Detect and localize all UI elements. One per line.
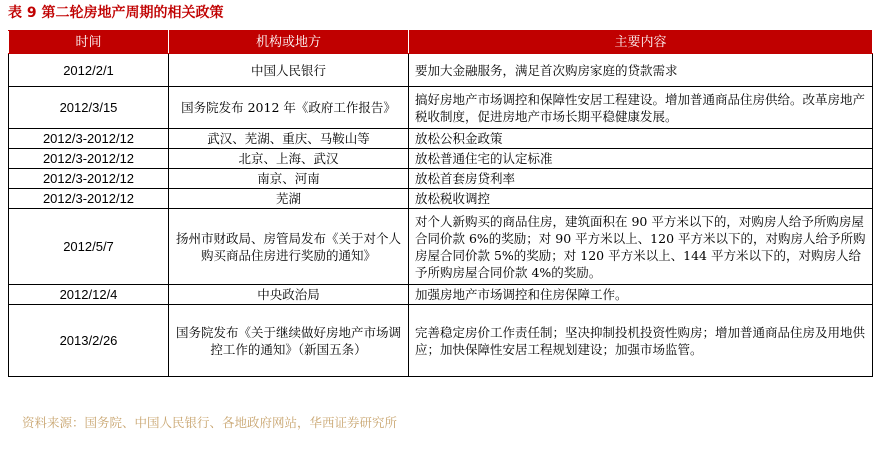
row-org: 中央政治局 (169, 285, 409, 305)
row-content: 放松公积金政策 (409, 129, 873, 149)
row-org: 南京、河南 (169, 169, 409, 189)
table-header-row (9, 31, 873, 54)
row-org: 武汉、芜湖、重庆、马鞍山等 (169, 129, 409, 149)
policy-table (8, 30, 873, 377)
source-note: 资料来源：国务院、中国人民银行、各地政府网站，华西证券研究所 (22, 415, 398, 430)
table-row (9, 285, 873, 305)
row-content: 要加大金融服务，满足首次购房家庭的贷款需求 (409, 54, 873, 87)
policy-table-container (8, 30, 872, 377)
row-org: 国务院发布 2012 年《政府工作报告》 (169, 87, 409, 129)
header-content: 主要内容 (409, 31, 873, 54)
table-row (9, 87, 873, 129)
row-content: 放松普通住宅的认定标准 (409, 149, 873, 169)
row-date: 2012/3-2012/12 (9, 189, 169, 209)
row-content: 加强房地产市场调控和住房保障工作。 (409, 285, 873, 305)
table-row (9, 54, 873, 87)
table-row (9, 209, 873, 285)
row-date: 2012/3/15 (9, 87, 169, 129)
table-row (9, 305, 873, 377)
header-time: 时间 (9, 31, 169, 54)
row-date: 2012/3-2012/12 (9, 149, 169, 169)
row-org: 国务院发布《关于继续做好房地产市场调控工作的通知》（新国五条） (169, 305, 409, 377)
row-date: 2012/3-2012/12 (9, 129, 169, 149)
row-content: 放松首套房贷利率 (409, 169, 873, 189)
table-title: 表 9 第二轮房地产周期的相关政策 (8, 5, 224, 21)
row-content: 放松税收调控 (409, 189, 873, 209)
header-org: 机构或地方 (169, 31, 409, 54)
table-row (9, 169, 873, 189)
row-content: 对个人新购买的商品住房，建筑面积在 90 平方米以下的，对购房人给予所购房屋合同价款 6%的奖励；对 90 平方米以上、120 平方米以下的，对购房人给予所购房屋合同价款 5%的奖励；对 120 平方米以上、144 平方米以下的，对购房人给予所购房屋合同价款 4%的奖励。 (409, 209, 873, 285)
row-org: 中国人民银行 (169, 54, 409, 87)
table-row (9, 189, 873, 209)
table-row (9, 149, 873, 169)
row-date: 2012/12/4 (9, 285, 169, 305)
row-date: 2012/3-2012/12 (9, 169, 169, 189)
row-org: 扬州市财政局、房管局发布《关于对个人购买商品住房进行奖励的通知》 (169, 209, 409, 285)
row-date: 2012/2/1 (9, 54, 169, 87)
row-org: 芜湖 (169, 189, 409, 209)
row-date: 2012/5/7 (9, 209, 169, 285)
row-org: 北京、上海、武汉 (169, 149, 409, 169)
row-content: 搞好房地产市场调控和保障性安居工程建设。增加普通商品住房供给。改革房地产税收制度，促进房地产市场长期平稳健康发展。 (409, 87, 873, 129)
row-date: 2013/2/26 (9, 305, 169, 377)
row-content: 完善稳定房价工作责任制；坚决抑制投机投资性购房；增加普通商品住房及用地供应；加快保障性安居工程规划建设；加强市场监管。 (409, 305, 873, 377)
table-row (9, 129, 873, 149)
